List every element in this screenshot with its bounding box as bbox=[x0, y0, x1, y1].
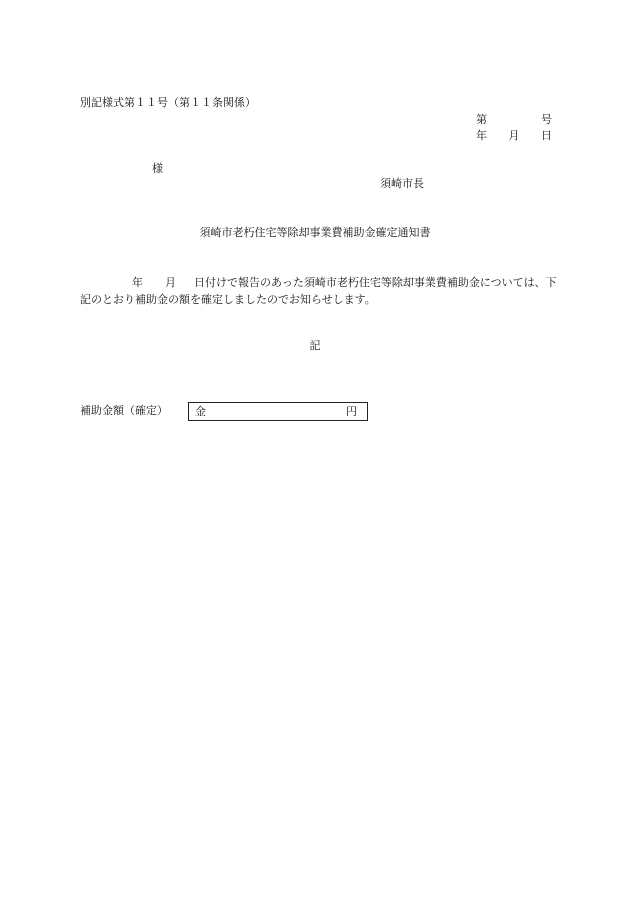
date-day: 日 bbox=[541, 129, 552, 142]
amount-prefix: 金 bbox=[195, 405, 206, 418]
amount-unit: 円 bbox=[346, 405, 357, 418]
body-line-2: 記のとおり補助金の額を確定しましたのでお知らせします。 bbox=[80, 293, 376, 306]
sender-name: 須崎市長 bbox=[380, 177, 424, 190]
addressee-honorific: 様 bbox=[152, 162, 163, 175]
body-month: 月 bbox=[165, 276, 176, 289]
date-month: 月 bbox=[508, 129, 520, 142]
body-paragraph bbox=[80, 274, 557, 308]
document-title: 須崎市老朽住宅等除却事業費補助金確定通知書 bbox=[199, 226, 431, 239]
number-prefix: 第 bbox=[476, 113, 487, 126]
amount-label: 補助金額（確定） bbox=[80, 404, 168, 417]
date-year: 年 bbox=[476, 129, 487, 142]
body-line-1-text: 日付けで報告のあった須崎市老朽住宅等除却事業費補助金については、下 bbox=[194, 276, 557, 289]
form-label: 別記様式第１１号（第１１条関係） bbox=[80, 96, 256, 109]
ki-heading: 記 bbox=[309, 339, 321, 352]
amount-box bbox=[188, 402, 368, 421]
body-year: 年 bbox=[132, 276, 143, 289]
issue-date-line bbox=[476, 129, 552, 143]
body-line-1 bbox=[80, 274, 557, 291]
document-number-line bbox=[476, 113, 552, 127]
number-suffix: 号 bbox=[541, 113, 552, 126]
